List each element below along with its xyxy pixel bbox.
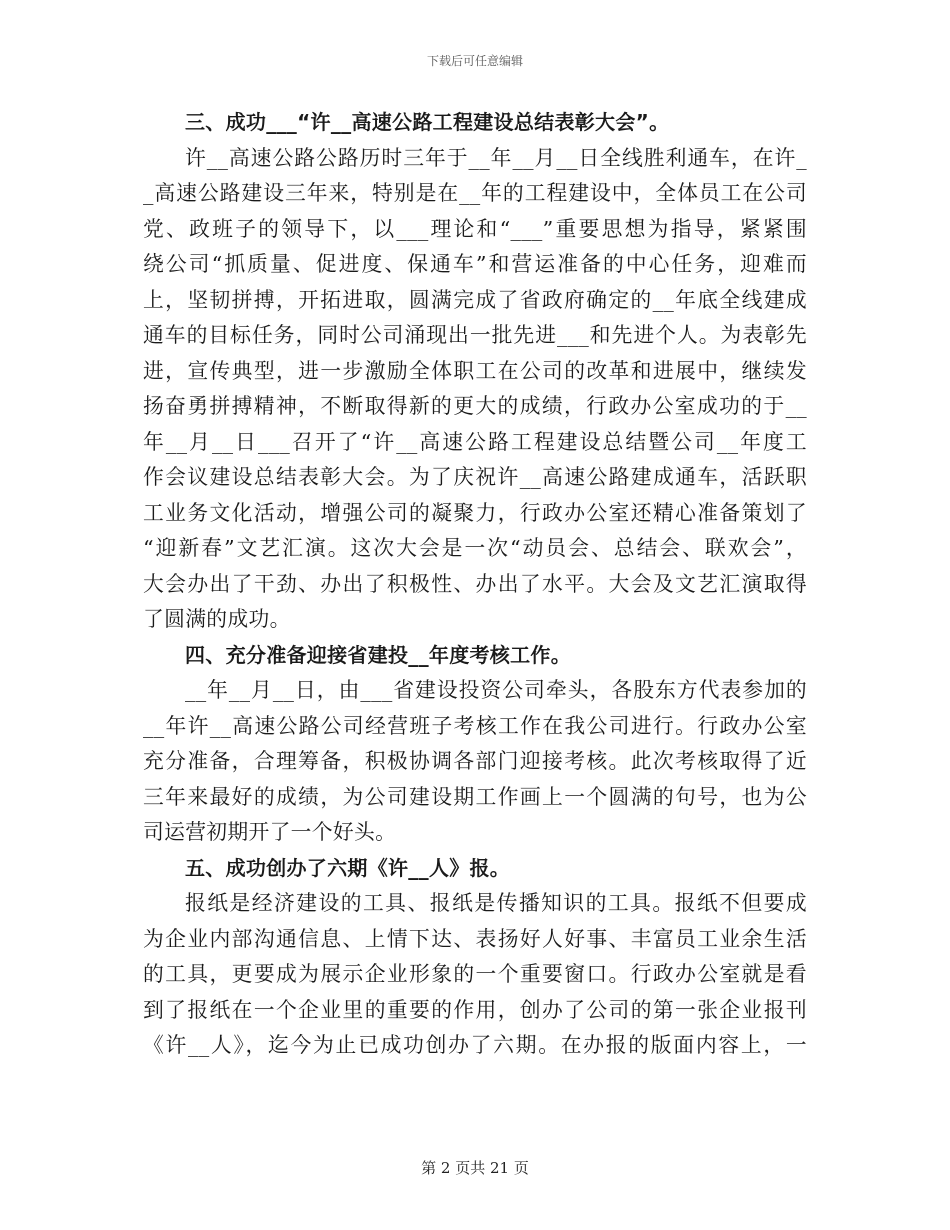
paragraph-line: 扬奋勇拼搏精神，不断取得新的更大的成绩，行政办公室成功的于__: [143, 394, 807, 418]
paragraph-line: 年__月__日___召开了“许__高速公路工程建设总结暨公司__年度工: [143, 429, 807, 454]
paragraph-line: 党、政班子的领导下，以___理论和“___”重要思想为指导，紧紧围: [143, 216, 807, 241]
section-heading: 四、充分准备迎接省建投__年度考核工作。: [185, 642, 571, 667]
section-heading: 五、成功创办了六期《许__人》报。: [185, 855, 511, 880]
document-body: [143, 105, 807, 1064]
paragraph-line: 上，坚韧拼搏，开拓进取，圆满完成了省政府确定的__年底全线建成: [143, 287, 807, 312]
paragraph-line: __年__月__日，由___省建设投资公司牵头，各股东方代表参加的: [185, 678, 807, 702]
paragraph-line: 大会办出了干劲、办出了积极性、办出了水平。大会及文艺汇演取得: [143, 571, 807, 596]
page-header: 下载后可任意编辑: [426, 54, 523, 68]
paragraph-line: 工业务文化活动，增强公司的凝聚力，行政办公室还精心准备策划了: [143, 500, 807, 525]
paragraph-line: 到了报纸在一个企业里的重要的作用，创办了公司的第一张企业报刊: [143, 997, 807, 1022]
paragraph-line: “迎新春”文艺汇演。这次大会是一次“动员会、总结会、联欢会”，: [143, 536, 807, 560]
paragraph-line: 《许__人》，迄今为止已成功创办了六期。在办报的版面内容上，一: [143, 1033, 807, 1057]
paragraph-line: 的工具，更要成为展示企业形象的一个重要窗口。行政办公室就是看: [143, 962, 807, 986]
paragraph-line: 为企业内部沟通信息、上情下达、表扬好人好事、丰富员工业余生活: [143, 926, 807, 951]
paragraph-line: 三年来最好的成绩，为公司建设期工作画上一个圆满的句号，也为公: [143, 784, 807, 809]
paragraph-line: 司运营初期开了一个好头。: [143, 820, 397, 844]
page-footer: 第 2 页共 21 页: [421, 1159, 529, 1177]
paragraph-line: 进，宣传典型，进一步激励全体职工在公司的改革和进展中，继续发: [143, 358, 807, 383]
section-heading: 三、成功___“许__高速公路工程建设总结表彰大会”。: [185, 110, 670, 134]
paragraph-line: 了圆满的成功。: [143, 607, 291, 631]
paragraph-line: 充分准备，合理筹备，积极协调各部门迎接考核。此次考核取得了近: [143, 749, 807, 773]
paragraph-line: 报纸是经济建设的工具、报纸是传播知识的工具。报纸不但要成: [185, 891, 807, 915]
paragraph-line: __年许__高速公路公司经营班子考核工作在我公司进行。行政办公室: [143, 713, 807, 738]
paragraph-line: 许__高速公路公路历时三年于__年__月__日全线胜利通车，在许_: [185, 145, 807, 170]
paragraph-line: 作会议建设总结表彰大会。为了庆祝许__高速公路建成通车，活跃职: [143, 465, 807, 489]
paragraph-line: _高速公路建设三年来，特别是在__年的工程建设中，全体员工在公司: [143, 181, 807, 205]
paragraph-line: 绕公司“抓质量、促进度、保通车”和营运准备的中心任务，迎难而: [143, 252, 807, 276]
paragraph-line: 通车的目标任务，同时公司涌现出一批先进___和先进个人。为表彰先: [143, 323, 807, 347]
